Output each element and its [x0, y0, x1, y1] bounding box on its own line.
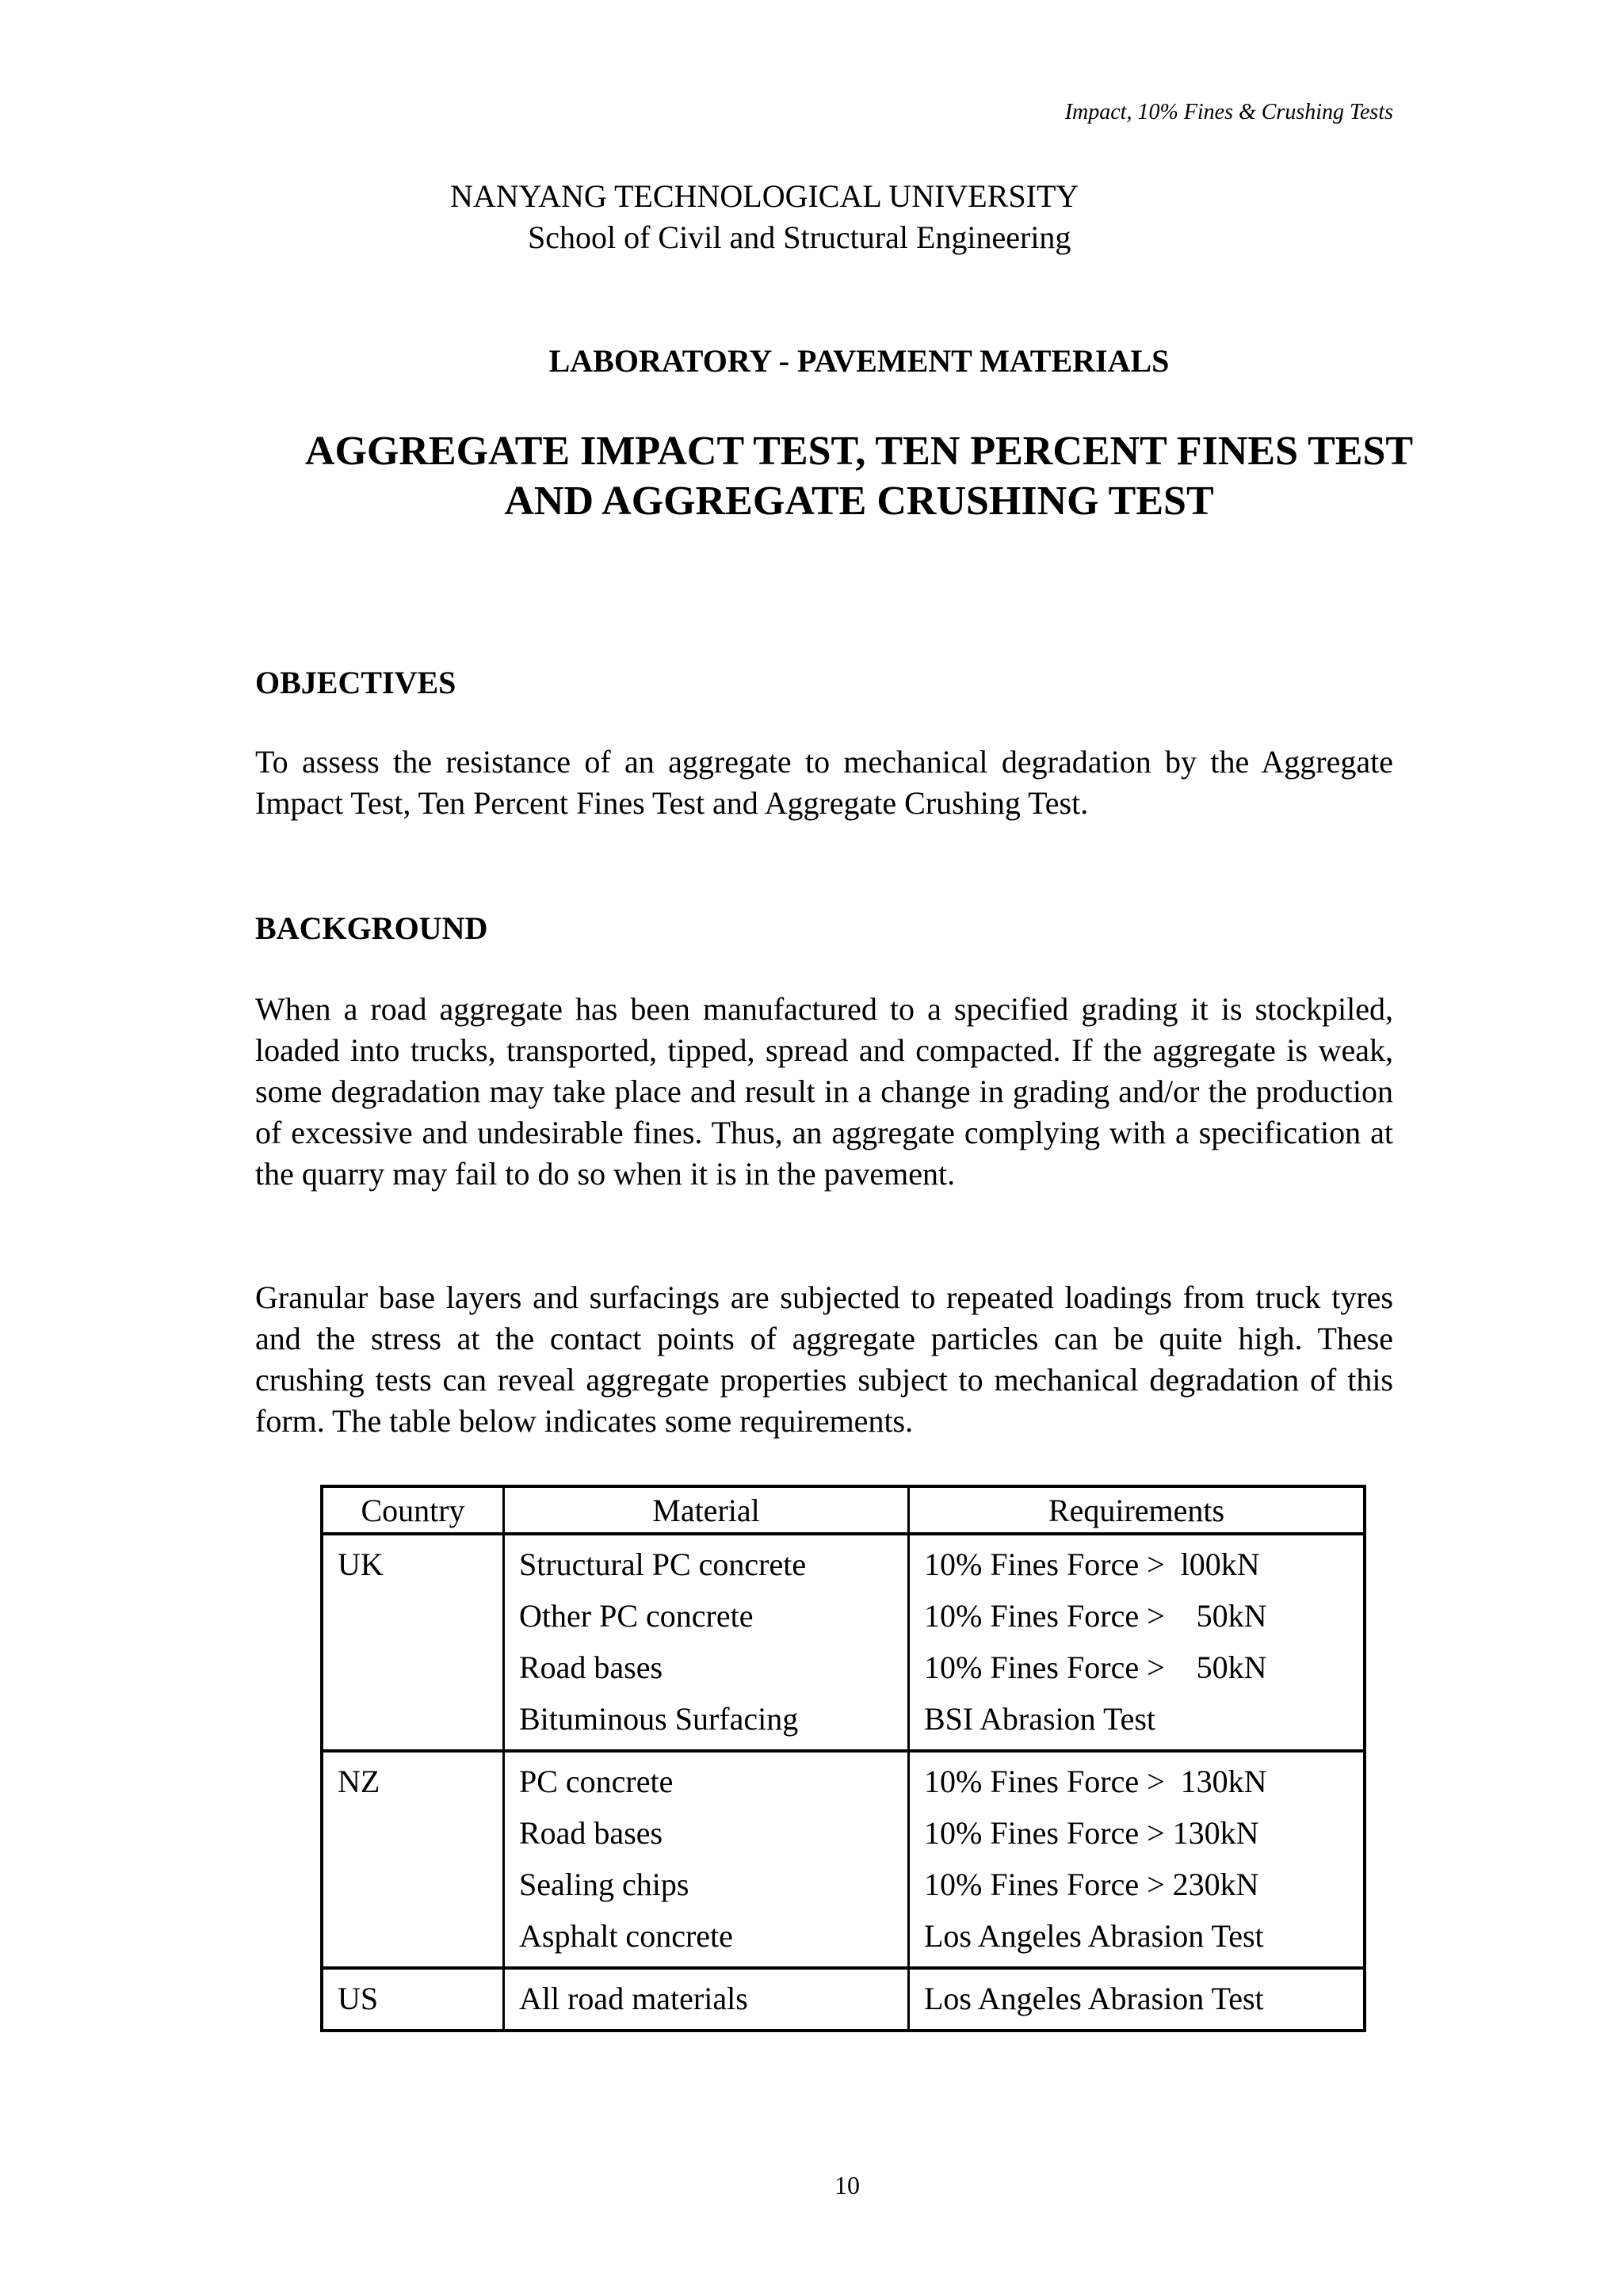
- header-country: Country: [322, 1486, 504, 1534]
- main-title-line-1: AGGREGATE IMPACT TEST, TEN PERCENT FINES TEST: [304, 429, 1414, 474]
- background-heading: BACKGROUND: [255, 910, 488, 946]
- school-name: School of Civil and Structural Engineering: [528, 219, 1071, 255]
- objectives-paragraph: To assess the resistance of an aggregate to mechanical degradation by the Aggregate Impact Test, Ten Percent Fines Test and Aggregate Crushing Test.: [255, 744, 1393, 821]
- requirements-table: [320, 1485, 1366, 2032]
- header-material: Material: [504, 1486, 909, 1534]
- cell-country: UK: [322, 1534, 504, 1751]
- header-requirements: Requirements: [909, 1486, 1365, 1534]
- cell-requirements: 10% Fines Force > l00kN 10% Fines Force > 50kN 10% Fines Force > 50kN BSI Abrasion Test: [909, 1534, 1365, 1751]
- cell-country: NZ: [322, 1751, 504, 1968]
- table-row-us: [322, 1968, 1365, 2031]
- cell-requirements: 10% Fines Force > 130kN 10% Fines Force > 130kN 10% Fines Force > 230kN Los Angeles Abrasion Test: [909, 1751, 1365, 1968]
- cell-materials: All road materials: [504, 1968, 909, 2031]
- main-title: [0, 426, 1623, 527]
- main-title-line-2: AND AGGREGATE CRUSHING TEST: [504, 479, 1214, 524]
- table-header-row: [322, 1486, 1365, 1534]
- page-number: 10: [834, 2171, 860, 2199]
- cell-country: US: [338, 1981, 379, 2016]
- lab-title: LABORATORY - PAVEMENT MATERIALS: [548, 343, 1170, 379]
- university-block: [450, 176, 1079, 258]
- background-paragraph-2: Granular base layers and surfacings are subjected to repeated loadings from truck tyres and the stress at the contact points of aggregate particles can be quite high. These crushing tests can reveal aggregate properties subject to mechanical degradation of this form. The table below indicates some requirements.: [255, 1280, 1393, 1439]
- objectives-heading: OBJECTIVES: [255, 665, 456, 700]
- running-header: Impact, 10% Fines & Crushing Tests: [1064, 100, 1393, 124]
- cell-requirements: Los Angeles Abrasion Test: [909, 1968, 1365, 2031]
- university-name: NANYANG TECHNOLOGICAL UNIVERSITY: [450, 178, 1079, 214]
- cell-materials: Structural PC concrete Other PC concrete Road bases Bituminous Surfacing: [504, 1534, 909, 1751]
- table-row-uk: [322, 1534, 1365, 1751]
- background-paragraph-1: When a road aggregate has been manufactured to a specified grading it is stockpiled, loaded into trucks, transported, tipped, spread and compacted. If the aggregate is weak, some degradation may take place and result in a change in grading and/or the production of excessive and undesirable fines. Thus, an aggregate complying with a specification at the quarry may fail to do so when it is in the pavement.: [255, 991, 1393, 1192]
- table-row-nz: [322, 1751, 1365, 1968]
- cell-materials: PC concrete Road bases Sealing chips Asphalt concrete: [504, 1751, 909, 1968]
